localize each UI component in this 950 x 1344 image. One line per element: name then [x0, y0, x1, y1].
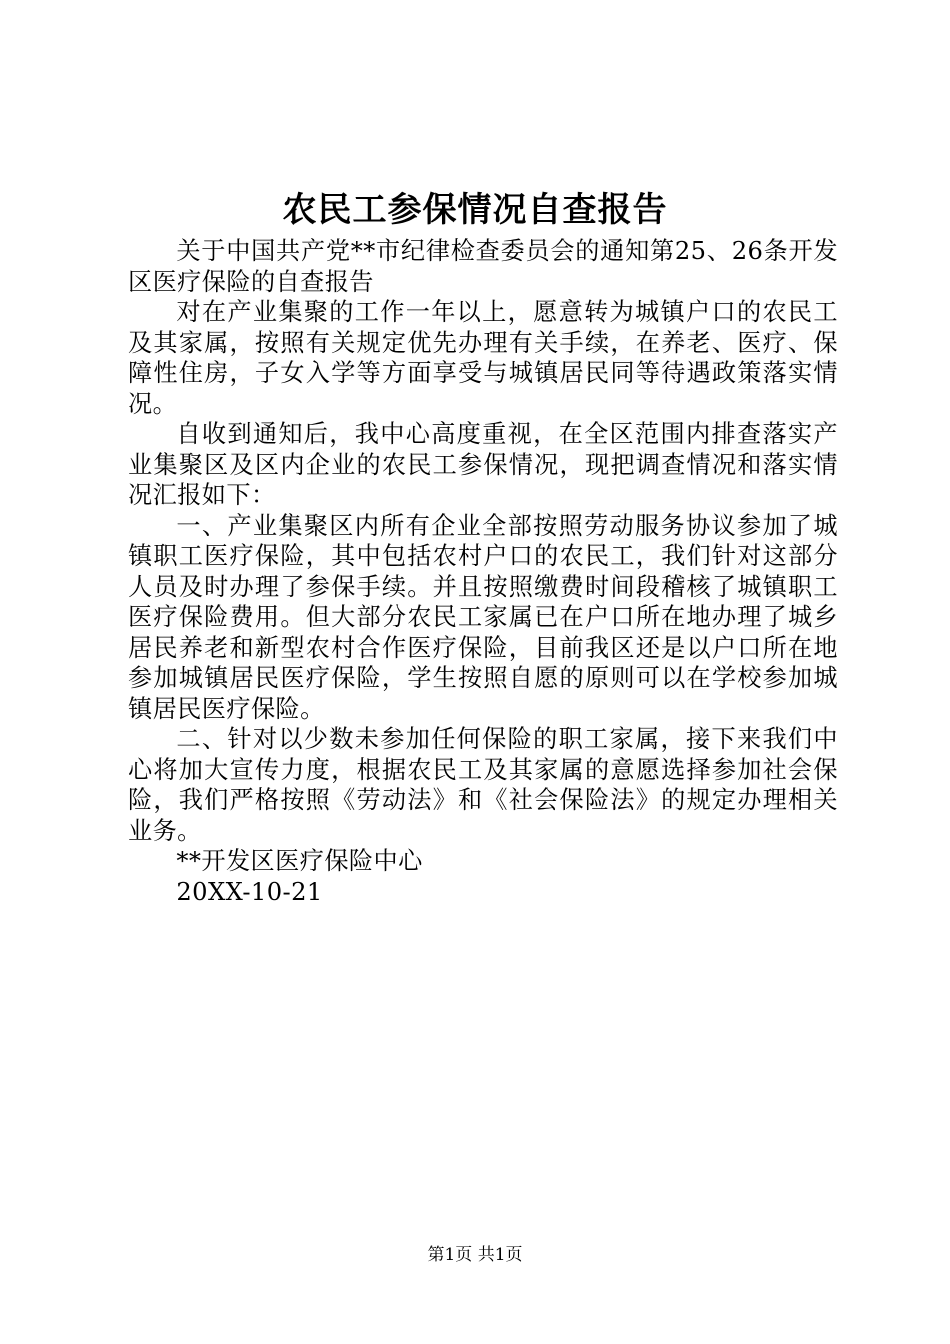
paragraph-item-one: 一、产业集聚区内所有企业全部按照劳动服务协议参加了城镇职工医疗保险，其中包括农村户口的农民工，我们针对这部分人员及时办理了参保手续。并且按照缴费时间段稽核了城镇职工医疗保险费用。但大部分农民工家属已在户口所在地办理了城乡居民养老和新型农村合作医疗保险，目前我区还是以户口所在地参加城镇居民医疗保险，学生按照自愿的原则可以在学校参加城镇居民医疗保险。 — [128, 511, 838, 723]
document-body — [128, 236, 838, 907]
signature-organization: **开发区医疗保险中心 — [176, 847, 423, 875]
paragraph-item-two: 二、针对以少数未参加任何保险的职工家属，接下来我们中心将加大宣传力度，根据农民工及其家属的意愿选择参加社会保险，我们严格按照《劳动法》和《社会保险法》的规定办理相关业务。 — [128, 725, 838, 845]
paragraph-intro: 关于中国共产党**市纪律检查委员会的通知第25、26条开发区医疗保险的自查报告 — [128, 237, 838, 296]
paragraph-scope: 对在产业集聚的工作一年以上，愿意转为城镇户口的农民工及其家属，按照有关规定优先办理有关手续，在养老、医疗、保障性住房，子女入学等方面享受与城镇居民同等待遇政策落实情况。 — [128, 298, 838, 418]
page-number-footer: 第1页 共1页 — [427, 1245, 523, 1265]
document-title: 农民工参保情况自查报告 — [282, 190, 668, 230]
signature-date: 20XX-10-21 — [176, 877, 323, 906]
paragraph-process: 自收到通知后，我中心高度重视，在全区范围内排查落实产业集聚区及区内企业的农民工参保情况，现把调查情况和落实情况汇报如下： — [128, 420, 838, 509]
